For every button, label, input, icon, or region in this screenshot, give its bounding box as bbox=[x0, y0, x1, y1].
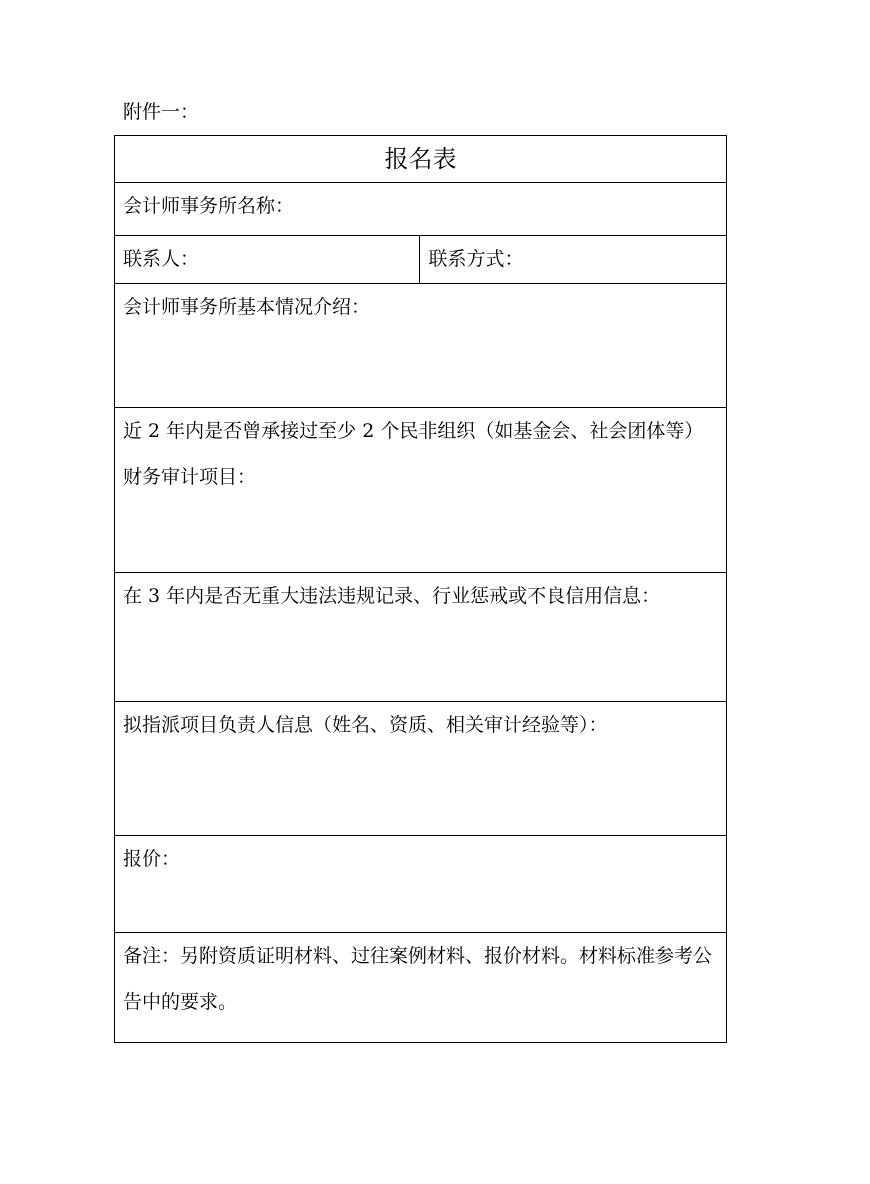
price-field[interactable]: 报价： bbox=[115, 836, 727, 933]
form-title: 报名表 bbox=[115, 136, 727, 183]
leader-row bbox=[115, 702, 727, 836]
firm-name-field[interactable]: 会计师事务所名称： bbox=[115, 183, 727, 236]
title-row bbox=[115, 136, 727, 183]
note-row bbox=[115, 933, 727, 1043]
experience-row bbox=[115, 408, 727, 573]
firm-intro-row bbox=[115, 284, 727, 408]
price-row bbox=[115, 836, 727, 933]
contact-person-field[interactable]: 联系人： bbox=[115, 236, 420, 284]
leader-field[interactable]: 拟指派项目负责人信息（姓名、资质、相关审计经验等）： bbox=[115, 702, 727, 836]
experience-field[interactable]: 近 2 年内是否曾承接过至少 2 个民非组织（如基金会、社会团体等）财务审计项目： bbox=[115, 408, 727, 573]
firm-intro-field[interactable]: 会计师事务所基本情况介绍： bbox=[115, 284, 727, 408]
attachment-label: 附件一： bbox=[123, 101, 200, 123]
note-text: 备注：另附资质证明材料、过往案例材料、报价材料。材料标准参考公告中的要求。 bbox=[115, 933, 727, 1043]
contact-row bbox=[115, 236, 727, 284]
record-field[interactable]: 在 3 年内是否无重大违法违规记录、行业惩戒或不良信用信息： bbox=[115, 573, 727, 702]
registration-form-table bbox=[114, 135, 727, 1043]
contact-method-field[interactable]: 联系方式： bbox=[420, 236, 727, 284]
record-row bbox=[115, 573, 727, 702]
firm-name-row bbox=[115, 183, 727, 236]
